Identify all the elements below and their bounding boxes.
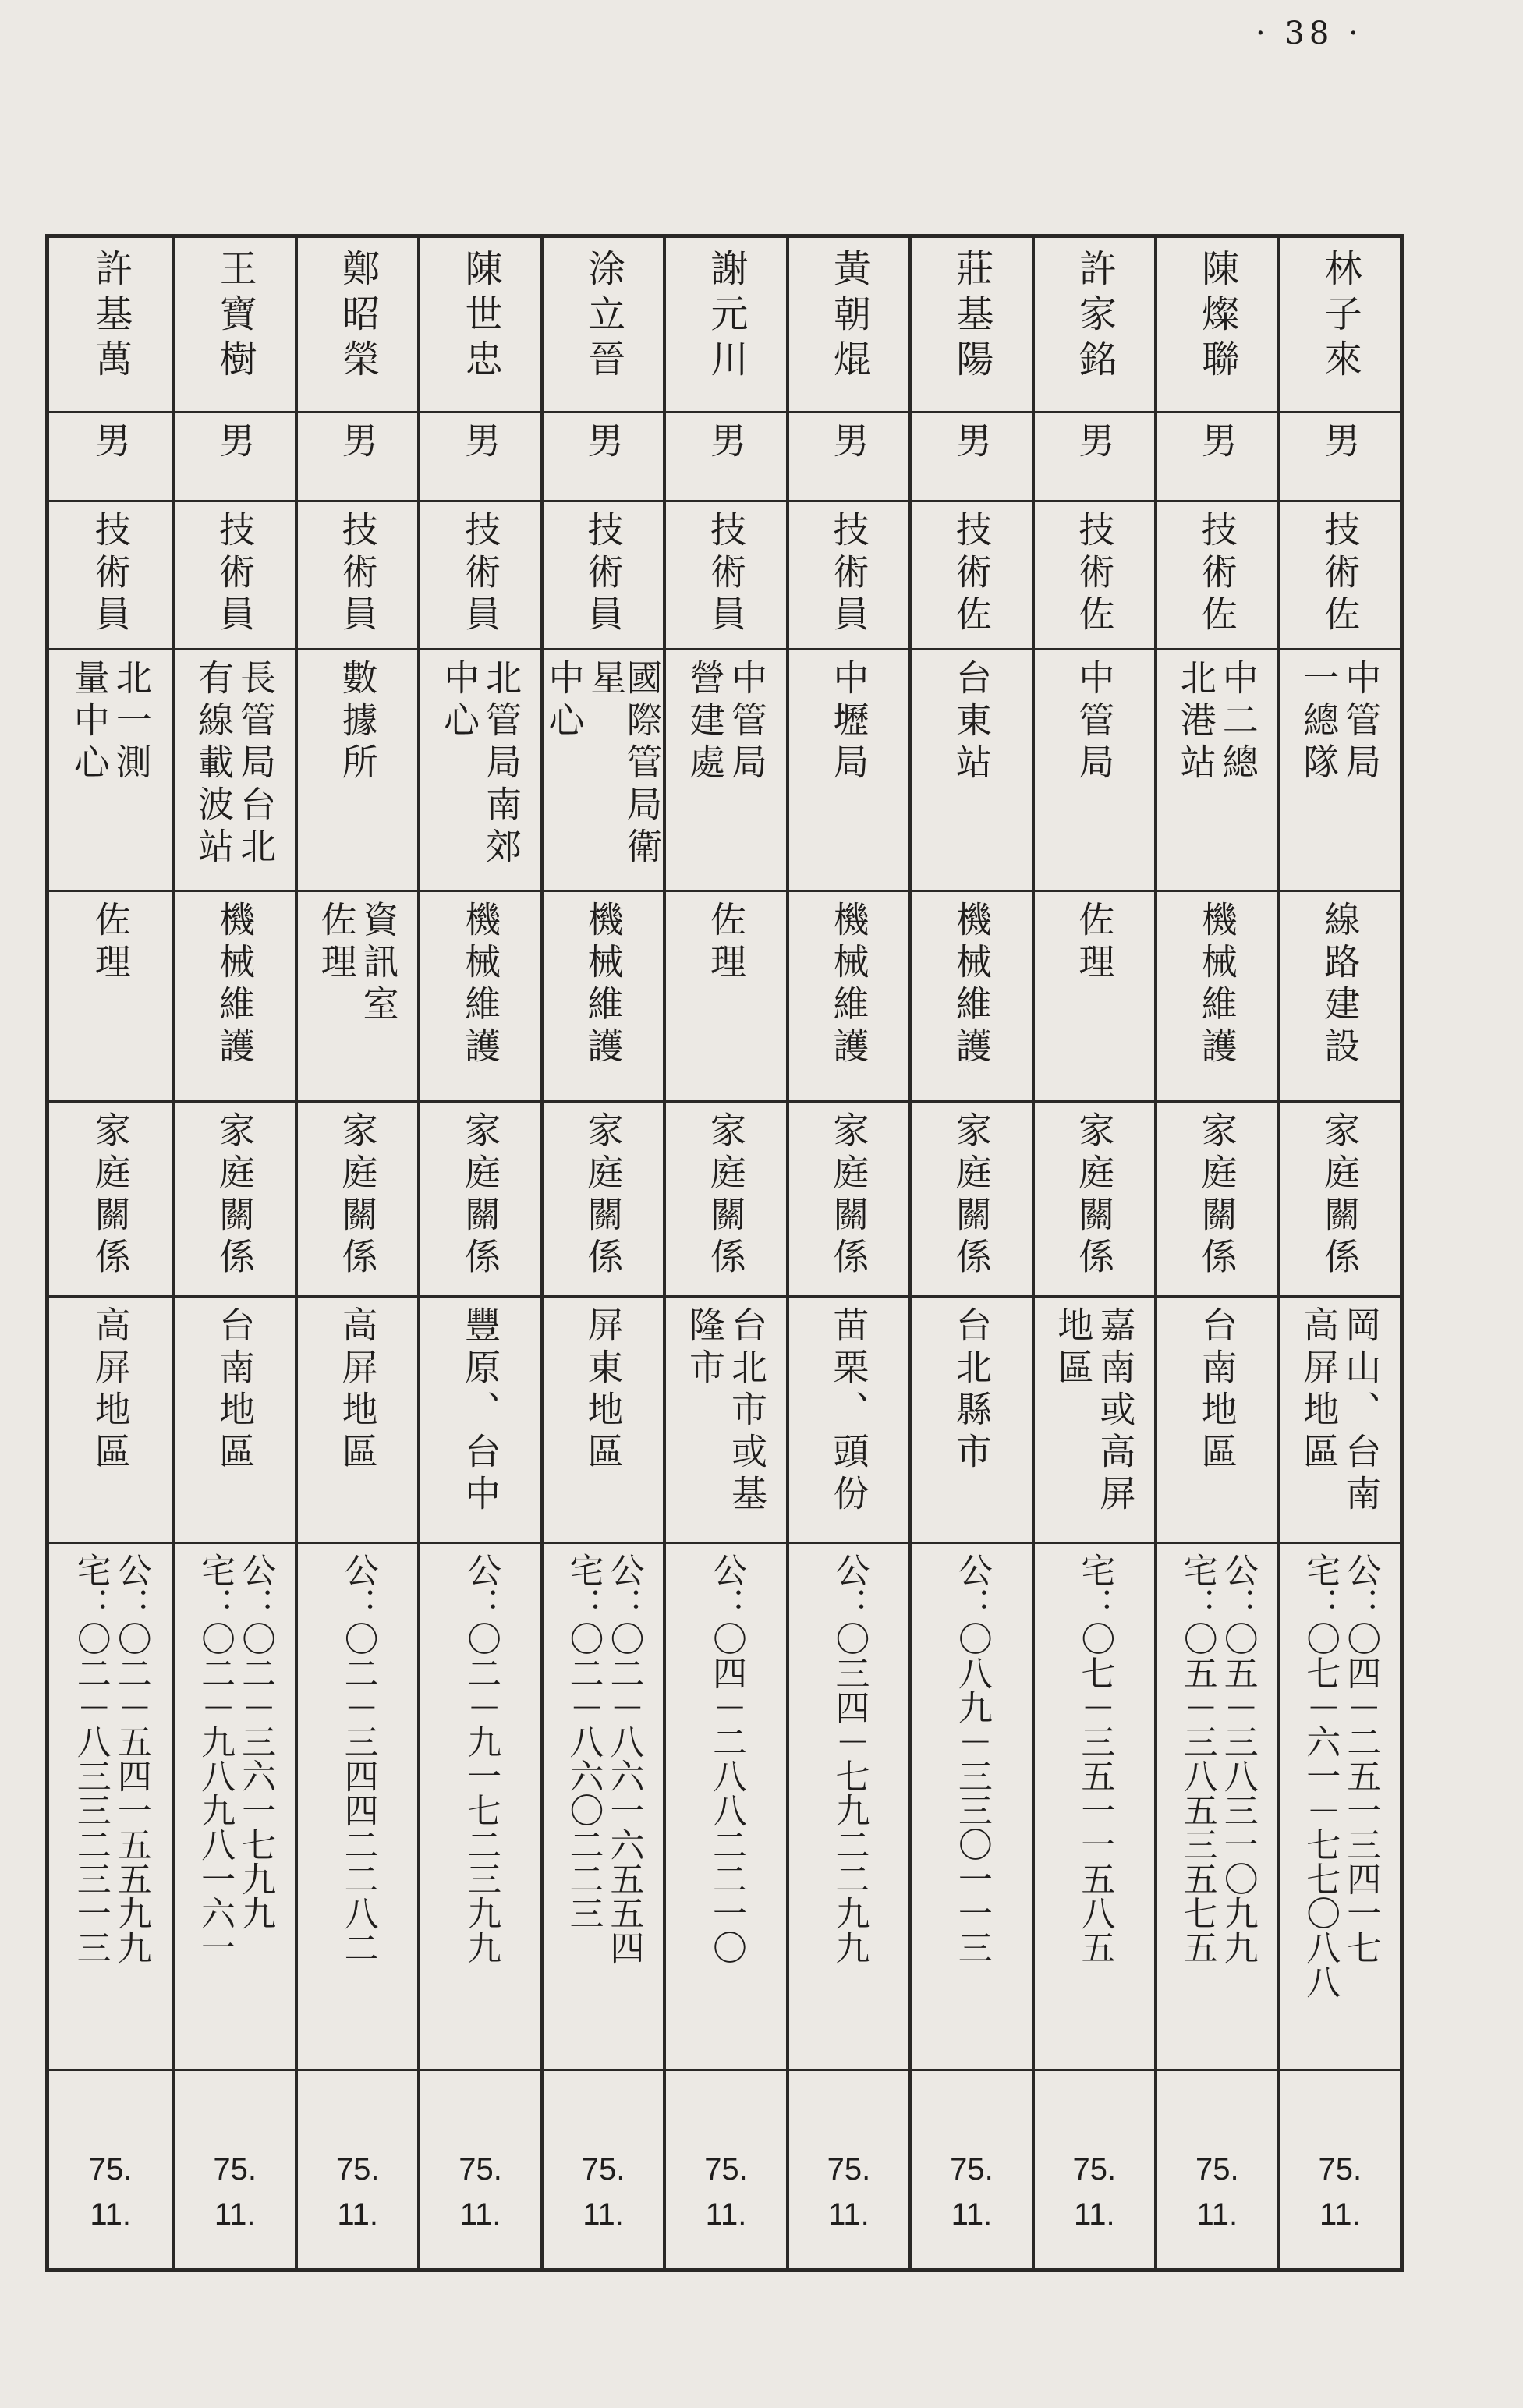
unit-text: 北管局南郊	[480, 659, 523, 869]
cell-name	[49, 238, 172, 411]
cell-unit	[666, 648, 785, 890]
phone-text: 公：〇二－八六一六五五四	[604, 1553, 644, 1964]
cell-title	[1157, 500, 1277, 648]
date-text: 11.	[583, 2197, 624, 2232]
name-text: 涂立晉	[581, 249, 625, 384]
cell-phone	[420, 1542, 540, 2069]
cell-area	[789, 1295, 908, 1542]
gender-text: 男	[89, 422, 132, 464]
unit-text: 中心	[543, 659, 586, 743]
cell-duty	[420, 890, 540, 1100]
cell-gender	[544, 411, 663, 500]
cell-phone	[666, 1542, 785, 2069]
cell-reason	[1035, 1100, 1154, 1295]
cell-unit	[1280, 648, 1400, 890]
date-text: 75.	[1072, 2152, 1117, 2187]
unit-text: 營建處	[683, 659, 726, 785]
cell-phone	[298, 1542, 417, 2069]
cell-reason	[420, 1100, 540, 1295]
phone-text: 公：〇五－三八三一〇九九	[1217, 1553, 1258, 1964]
cell-reason	[298, 1100, 417, 1295]
cell-phone	[1035, 1542, 1154, 2069]
area-text: 高屏地區	[336, 1306, 379, 1475]
unit-text: 中管局	[1340, 659, 1383, 785]
area-text: 豐原、台中	[459, 1306, 502, 1517]
date-text: 75.	[88, 2152, 133, 2187]
cell-name	[175, 238, 294, 411]
area-text: 高屏地區	[1298, 1306, 1341, 1475]
date-text: 75.	[1195, 2152, 1239, 2187]
area-text: 岡山、台南	[1340, 1306, 1383, 1517]
cell-phone	[175, 1542, 294, 2069]
cell-reason	[1280, 1100, 1400, 1295]
date-text: 11.	[705, 2197, 747, 2232]
unit-text: 中心	[438, 659, 481, 743]
name-text: 黃朝焜	[827, 249, 871, 384]
cell-reason	[666, 1100, 785, 1295]
cell-date	[666, 2069, 785, 2268]
gender-text: 男	[704, 422, 747, 464]
area-text: 苗栗、頭份	[827, 1306, 870, 1517]
cell-name	[420, 238, 540, 411]
title-text: 技術員	[214, 511, 257, 637]
cell-unit	[912, 648, 1031, 890]
name-text: 林子來	[1318, 249, 1362, 384]
unit-text: 量中心	[68, 659, 111, 785]
cell-gender	[175, 411, 294, 500]
cell-phone	[544, 1542, 663, 2069]
page-number: · 38 ·	[1256, 16, 1363, 51]
cell-duty	[1280, 890, 1400, 1100]
area-text: 屏東地區	[582, 1306, 625, 1475]
duty-text: 機械維護	[1195, 901, 1238, 1069]
date-text: 11.	[951, 2197, 993, 2232]
cell-title	[298, 500, 417, 648]
cell-area	[1280, 1295, 1400, 1542]
area-text: 隆市	[683, 1306, 726, 1390]
phone-text: 宅：〇二－八六〇二二三	[563, 1553, 604, 1930]
duty-text: 資訊室	[357, 901, 400, 1027]
date-text: 11.	[828, 2197, 870, 2232]
cell-area	[49, 1295, 172, 1542]
cell-duty	[298, 890, 417, 1100]
title-text: 技術員	[704, 511, 747, 637]
gender-text: 男	[950, 422, 993, 464]
title-text: 技術佐	[1319, 511, 1362, 637]
cell-reason	[544, 1100, 663, 1295]
date-text: 11.	[1196, 2197, 1238, 2232]
cell-gender	[49, 411, 172, 500]
record-column	[1154, 238, 1277, 2268]
date-text: 75.	[459, 2152, 502, 2187]
phone-text: 公：〇二－九一七二三九九	[461, 1553, 501, 1964]
record-column	[417, 238, 540, 2268]
date-text: 11.	[337, 2197, 378, 2232]
record-column	[49, 238, 172, 2268]
duty-text: 機械維護	[827, 901, 870, 1069]
cell-unit	[49, 648, 172, 890]
reason-text: 家庭關係	[704, 1111, 747, 1280]
title-text: 技術佐	[950, 511, 993, 637]
record-column	[540, 238, 663, 2268]
date-text: 75.	[213, 2152, 257, 2187]
cell-unit	[298, 648, 417, 890]
cell-phone	[912, 1542, 1031, 2069]
phone-text: 公：〇二－三四四二二八二	[338, 1553, 378, 1964]
date-text: 11.	[1319, 2197, 1361, 2232]
phone-text: 公：〇二－三六一七九九	[236, 1553, 276, 1930]
cell-duty	[1035, 890, 1154, 1100]
phone-text: 宅：〇二－八三三二三一三	[70, 1553, 111, 1964]
date-text: 75.	[827, 2152, 871, 2187]
cell-area	[666, 1295, 785, 1542]
record-column	[1277, 238, 1400, 2268]
unit-text: 有線載波站	[193, 659, 236, 869]
cell-duty	[789, 890, 908, 1100]
title-text: 技術佐	[1073, 511, 1116, 637]
unit-text: 台東站	[950, 659, 993, 785]
cell-duty	[175, 890, 294, 1100]
area-text: 地區	[1052, 1306, 1095, 1390]
cell-title	[789, 500, 908, 648]
cell-gender	[666, 411, 785, 500]
date-text: 11.	[459, 2197, 501, 2232]
cell-duty	[1157, 890, 1277, 1100]
phone-text: 公：〇四－二八八二二一〇	[706, 1553, 746, 1964]
cell-title	[175, 500, 294, 648]
cell-date	[175, 2069, 294, 2268]
duty-text: 佐理	[89, 901, 132, 985]
phone-text: 宅：〇七－三五一一五八五	[1075, 1553, 1115, 1964]
phone-text: 宅：〇二－九八九八一六一	[195, 1553, 236, 1964]
cell-phone	[49, 1542, 172, 2069]
gender-text: 男	[1073, 422, 1116, 464]
area-text: 台北市或基	[725, 1306, 768, 1517]
cell-name	[1280, 238, 1400, 411]
cell-area	[175, 1295, 294, 1542]
name-text: 陳燦聯	[1195, 249, 1239, 384]
cell-date	[49, 2069, 172, 2268]
cell-date	[1035, 2069, 1154, 2268]
cell-reason	[1157, 1100, 1277, 1295]
unit-text: 長管局台北	[235, 659, 278, 869]
cell-gender	[912, 411, 1031, 500]
title-text: 技術員	[582, 511, 625, 637]
transfer-table	[45, 234, 1404, 2272]
gender-text: 男	[582, 422, 625, 464]
title-text: 技術員	[827, 511, 870, 637]
name-text: 王寶樹	[213, 249, 257, 384]
duty-text: 機械維護	[459, 901, 502, 1069]
title-text: 技術員	[459, 511, 502, 637]
date-text: 11.	[214, 2197, 256, 2232]
reason-text: 家庭關係	[336, 1111, 379, 1280]
phone-text: 公：〇八九－三三〇一一三	[951, 1553, 992, 1964]
cell-date	[1157, 2069, 1277, 2268]
date-text: 75.	[581, 2152, 625, 2187]
title-text: 技術佐	[1195, 511, 1238, 637]
cell-area	[1157, 1295, 1277, 1542]
area-text: 台南地區	[214, 1306, 257, 1475]
unit-text: 數據所	[336, 659, 379, 785]
cell-unit	[420, 648, 540, 890]
reason-text: 家庭關係	[827, 1111, 870, 1280]
cell-title	[666, 500, 785, 648]
reason-text: 家庭關係	[582, 1111, 625, 1280]
cell-date	[420, 2069, 540, 2268]
gender-text: 男	[336, 422, 379, 464]
name-text: 許家銘	[1072, 249, 1117, 384]
record-column	[1032, 238, 1154, 2268]
duty-text: 佐理	[315, 901, 358, 985]
name-text: 陳世忠	[459, 249, 503, 384]
record-column	[295, 238, 417, 2268]
cell-name	[912, 238, 1031, 411]
cell-duty	[666, 890, 785, 1100]
title-text: 技術員	[336, 511, 379, 637]
cell-unit	[1157, 648, 1277, 890]
cell-gender	[420, 411, 540, 500]
unit-text: 中管局	[725, 659, 768, 785]
unit-text: 一總隊	[1298, 659, 1341, 785]
phone-text: 公：〇二－五四一五五九九	[111, 1553, 151, 1964]
cell-unit	[544, 648, 663, 890]
area-text: 高屏地區	[89, 1306, 132, 1475]
gender-text: 男	[827, 422, 870, 464]
reason-text: 家庭關係	[214, 1111, 257, 1280]
cell-area	[1035, 1295, 1154, 1542]
record-column	[172, 238, 294, 2268]
duty-text: 佐理	[1073, 901, 1116, 985]
cell-reason	[49, 1100, 172, 1295]
cell-reason	[175, 1100, 294, 1295]
cell-name	[298, 238, 417, 411]
cell-area	[298, 1295, 417, 1542]
record-column	[663, 238, 785, 2268]
cell-date	[1280, 2069, 1400, 2268]
cell-name	[666, 238, 785, 411]
cell-unit	[175, 648, 294, 890]
cell-name	[544, 238, 663, 411]
unit-text: 中二總	[1217, 659, 1259, 785]
cell-duty	[49, 890, 172, 1100]
cell-title	[912, 500, 1031, 648]
cell-gender	[1035, 411, 1154, 500]
duty-text: 機械維護	[582, 901, 625, 1069]
name-text: 莊基陽	[949, 249, 993, 384]
duty-text: 佐理	[704, 901, 747, 985]
reason-text: 家庭關係	[89, 1111, 132, 1280]
title-text: 技術員	[89, 511, 132, 637]
name-text: 鄭昭榮	[335, 249, 380, 384]
cell-title	[420, 500, 540, 648]
gender-text: 男	[1319, 422, 1362, 464]
cell-gender	[298, 411, 417, 500]
record-column	[908, 238, 1031, 2268]
cell-phone	[1280, 1542, 1400, 2069]
date-text: 75.	[950, 2152, 993, 2187]
gender-text: 男	[1195, 422, 1238, 464]
gender-text: 男	[459, 422, 502, 464]
cell-gender	[1157, 411, 1277, 500]
cell-title	[49, 500, 172, 648]
record-column	[786, 238, 908, 2268]
cell-gender	[1280, 411, 1400, 500]
name-text: 謝元川	[703, 249, 748, 384]
cell-reason	[912, 1100, 1031, 1295]
reason-text: 家庭關係	[459, 1111, 502, 1280]
date-text: 75.	[335, 2152, 380, 2187]
cell-date	[298, 2069, 417, 2268]
cell-duty	[544, 890, 663, 1100]
gender-text: 男	[214, 422, 257, 464]
duty-text: 機械維護	[214, 901, 257, 1069]
cell-unit	[789, 648, 908, 890]
cell-date	[912, 2069, 1031, 2268]
reason-text: 家庭關係	[1073, 1111, 1116, 1280]
name-text: 許基萬	[88, 249, 133, 384]
reason-text: 家庭關係	[950, 1111, 993, 1280]
phone-text: 宅：〇五－三八五三五七五	[1177, 1553, 1217, 1964]
cell-reason	[789, 1100, 908, 1295]
cell-date	[789, 2069, 908, 2268]
cell-area	[544, 1295, 663, 1542]
cell-title	[1280, 500, 1400, 648]
cell-duty	[912, 890, 1031, 1100]
unit-text: 北港站	[1174, 659, 1217, 785]
cell-phone	[789, 1542, 908, 2069]
duty-text: 線路建設	[1319, 901, 1362, 1069]
cell-area	[420, 1295, 540, 1542]
cell-title	[544, 500, 663, 648]
cell-gender	[789, 411, 908, 500]
reason-text: 家庭關係	[1319, 1111, 1362, 1280]
area-text: 嘉南或高屏	[1094, 1306, 1137, 1517]
phone-text: 宅：〇七－六一－七七〇八八	[1300, 1553, 1341, 1999]
cell-phone	[1157, 1542, 1277, 2069]
area-text: 台南地區	[1195, 1306, 1238, 1475]
reason-text: 家庭關係	[1195, 1111, 1238, 1280]
unit-text: 中管局	[1073, 659, 1116, 785]
cell-area	[912, 1295, 1031, 1542]
date-text: 11.	[1074, 2197, 1115, 2232]
unit-text: 中壢局	[827, 659, 870, 785]
cell-unit	[1035, 648, 1154, 890]
date-text: 75.	[704, 2152, 748, 2187]
area-text: 台北縣市	[950, 1306, 993, 1475]
phone-text: 公：〇三四－七九二二九九	[829, 1553, 870, 1964]
unit-text: 國際管局衛星	[585, 659, 664, 869]
cell-name	[789, 238, 908, 411]
date-text: 11.	[90, 2197, 132, 2232]
duty-text: 機械維護	[950, 901, 993, 1069]
cell-title	[1035, 500, 1154, 648]
unit-text: 北一測	[110, 659, 153, 785]
cell-name	[1157, 238, 1277, 411]
phone-text: 公：〇四－二五一三四一七	[1341, 1553, 1381, 1964]
date-text: 75.	[1318, 2152, 1362, 2187]
cell-date	[544, 2069, 663, 2268]
cell-name	[1035, 238, 1154, 411]
